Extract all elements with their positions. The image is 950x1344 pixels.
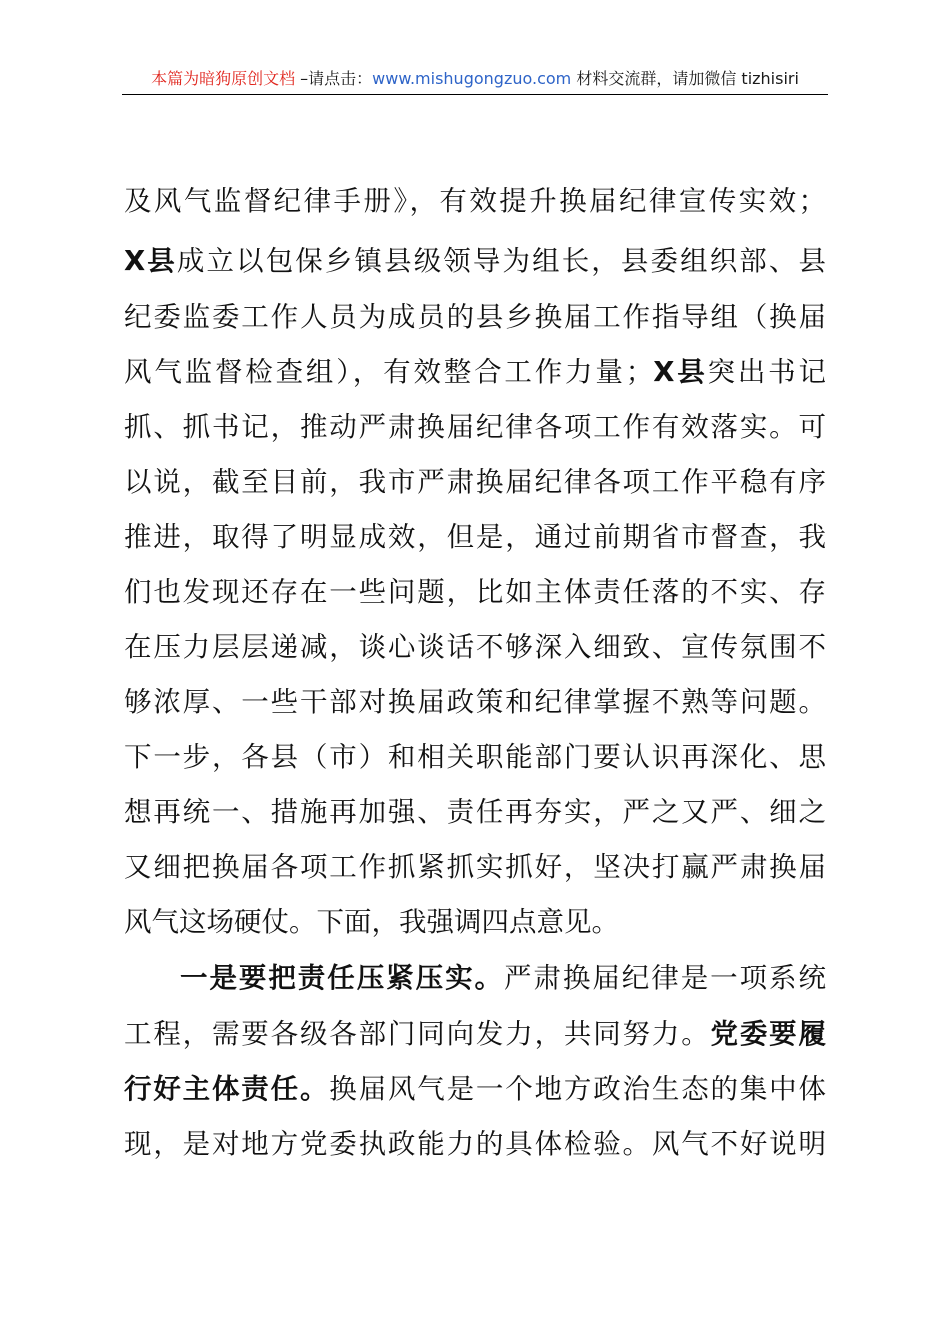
text-run: 工程，需要各级各部门同向发力，共同努力。: [124, 1018, 711, 1050]
text-run: 严肃换届纪律是一项系统: [503, 962, 827, 994]
bold-text: 行好主体责任。: [124, 1073, 330, 1105]
header-contact: 材料交流群，请加微信 tizhisiri: [571, 69, 799, 88]
header-brand: 本篇为暗狗原创文档: [151, 69, 296, 88]
text-line: [124, 847, 826, 887]
text-run: 风气监督检查组），有效整合工作力量；: [124, 356, 654, 388]
header-link[interactable]: www.mishugongzuo.com: [372, 69, 572, 88]
text-line: [124, 627, 826, 667]
text-run: 突出书记: [707, 356, 827, 388]
text-line: [124, 792, 826, 832]
text-run: 又细把换届各项工作抓紧抓实抓好，坚决打赢严肃换届: [124, 851, 826, 883]
bold-text: 党委要履: [710, 1018, 827, 1050]
text-line: [124, 572, 826, 612]
text-line: [124, 241, 826, 281]
text-run: 在压力层层递减，谈心谈话不够深入细致、宣传氛围不: [124, 631, 826, 663]
header-prompt: –请点击：: [295, 69, 373, 88]
bold-text: 一是要把责任压紧压实。: [180, 962, 504, 994]
text-run: 想再统一、措施再加强、责任再夯实，严之又严、细之: [124, 796, 826, 828]
bold-text: X县: [124, 245, 177, 277]
text-line: [124, 1124, 826, 1164]
text-line: [124, 181, 826, 221]
text-line: [124, 407, 826, 447]
text-line: [124, 297, 826, 337]
text-run: 风气这场硬仗。下面，我强调四点意见。: [124, 906, 619, 938]
bold-text: X县: [653, 356, 708, 388]
text-run: 够浓厚、一些干部对换届政策和纪律掌握不熟等问题。: [124, 686, 826, 718]
text-run: 及风气监督纪律手册》，有效提升换届纪律宣传实效；: [124, 185, 826, 217]
text-run: 推进，取得了明显成效，但是，通过前期省市督查，我: [124, 521, 826, 553]
text-line: [124, 1014, 826, 1054]
text-line: [180, 958, 826, 998]
text-line: [124, 462, 826, 502]
text-run: 以说，截至目前，我市严肃换届纪律各项工作平稳有序: [124, 466, 826, 498]
text-line: [124, 517, 826, 557]
text-run: 纪委监委工作人员为成员的县乡换届工作指导组（换届: [124, 301, 826, 333]
text-run: 现，是对地方党委执政能力的具体检验。风气不好说明: [124, 1128, 826, 1160]
text-line: [124, 682, 826, 722]
text-line: [124, 1069, 826, 1109]
text-line: [124, 737, 826, 777]
text-run: 们也发现还存在一些问题，比如主体责任落的不实、存: [124, 576, 826, 608]
text-line: [124, 902, 826, 942]
text-run: 抓、抓书记，推动严肃换届纪律各项工作有效落实。可: [124, 411, 826, 443]
text-line: [124, 352, 826, 392]
text-run: 成立以包保乡镇县级领导为组长，县委组织部、县: [176, 245, 827, 277]
text-run: 下一步，各县（市）和相关职能部门要认识再深化、思: [124, 741, 826, 773]
text-run: 换届风气是一个地方政治生态的集中体: [329, 1073, 827, 1105]
